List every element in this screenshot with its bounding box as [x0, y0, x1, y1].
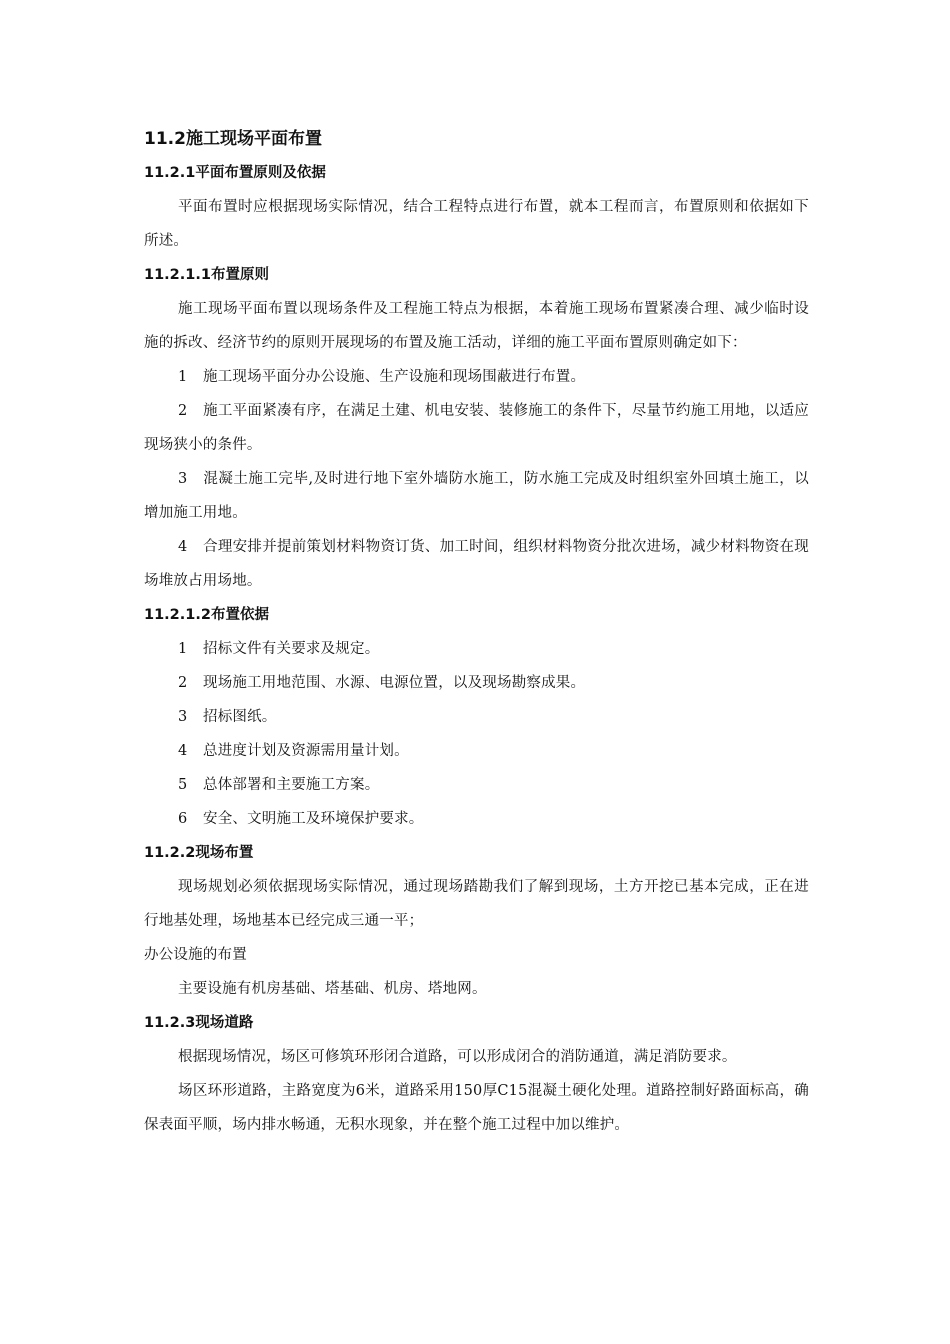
- paragraph-11-2-2-site: 现场规划必须依据现场实际情况，通过现场踏勘我们了解到现场，土方开挖已基本完成，正在进行地基处理，场地基本已经完成三通一平；: [144, 879, 809, 929]
- list-item-text: 安全、文明施工及环境保护要求。: [203, 811, 424, 827]
- list-item-text: 混凝土施工完毕,及时进行地下室外墙防水施工，防水施工完成及时组织室外回填土施工，以增加施工用地。: [144, 471, 809, 521]
- list-item-text: 施工现场平面分办公设施、生产设施和现场围蔽进行布置。: [203, 369, 586, 385]
- list-item: [144, 530, 809, 598]
- section-heading-11-2-3: 11.2.3现场道路: [144, 1015, 254, 1031]
- subheading-office-facilities: 办公设施的布置: [144, 947, 247, 963]
- list-item: [144, 632, 809, 666]
- section-heading-11-2-1: 11.2.1平面布置原则及依据: [144, 165, 326, 181]
- section-heading-11-2: 11.2施工现场平面布置: [144, 129, 322, 149]
- paragraph-11-2-1-1-intro: 施工现场平面布置以现场条件及工程施工特点为根据，本着施工现场布置紧凑合理、减少临时设施的拆改、经济节约的原则开展现场的布置及施工活动，详细的施工平面布置原则确定如下：: [144, 301, 809, 351]
- list-item-number: 1: [178, 641, 188, 657]
- list-item-text: 现场施工用地范围、水源、电源位置，以及现场勘察成果。: [203, 675, 586, 691]
- list-item: [144, 734, 809, 768]
- document-page: [144, 122, 809, 1142]
- list-item-text: 合理安排并提前策划材料物资订货、加工时间，组织材料物资分批次进场，减少材料物资在现场堆放占用场地。: [144, 539, 809, 589]
- list-item-number: 4: [178, 743, 188, 759]
- list-item-number: 6: [178, 811, 188, 827]
- section-heading-11-2-2: 11.2.2现场布置: [144, 845, 254, 861]
- list-item: [144, 360, 809, 394]
- list-item: [144, 700, 809, 734]
- list-item-text: 总体部署和主要施工方案。: [203, 777, 380, 793]
- section-heading-11-2-1-1: 11.2.1.1布置原则: [144, 267, 269, 283]
- list-item: [144, 666, 809, 700]
- list-item-number: 2: [178, 675, 188, 691]
- list-item-text: 总进度计划及资源需用量计划。: [203, 743, 409, 759]
- paragraph-11-2-1-intro: 平面布置时应根据现场实际情况，结合工程特点进行布置，就本工程而言，布置原则和依据如下所述。: [144, 199, 809, 249]
- list-item-number: 3: [178, 471, 188, 487]
- paragraph-11-2-2-facilities: 主要设施有机房基础、塔基础、机房、塔地网。: [178, 981, 487, 997]
- list-item: [144, 768, 809, 802]
- list-item-number: 3: [178, 709, 188, 725]
- list-item: [144, 802, 809, 836]
- paragraph-11-2-3-loop-road: 根据现场情况，场区可修筑环形闭合道路，可以形成闭合的消防通道，满足消防要求。: [178, 1049, 737, 1065]
- paragraph-11-2-3-road-spec: 场区环形道路，主路宽度为6米，道路采用150厚C15混凝土硬化处理。道路控制好路面标高，确保表面平顺，场内排水畅通，无积水现象，并在整个施工过程中加以维护。: [144, 1083, 809, 1133]
- list-item-number: 5: [178, 777, 188, 793]
- section-heading-11-2-1-2: 11.2.1.2布置依据: [144, 607, 269, 623]
- list-item-number: 4: [178, 539, 188, 555]
- list-item-text: 招标图纸。: [203, 709, 277, 725]
- list-item-number: 1: [178, 369, 188, 385]
- list-item: [144, 462, 809, 530]
- list-item-text: 施工平面紧凑有序，在满足土建、机电安装、装修施工的条件下，尽量节约施工用地，以适应现场狭小的条件。: [144, 403, 809, 453]
- list-item-number: 2: [178, 403, 188, 419]
- list-item: [144, 394, 809, 462]
- list-item-text: 招标文件有关要求及规定。: [203, 641, 380, 657]
